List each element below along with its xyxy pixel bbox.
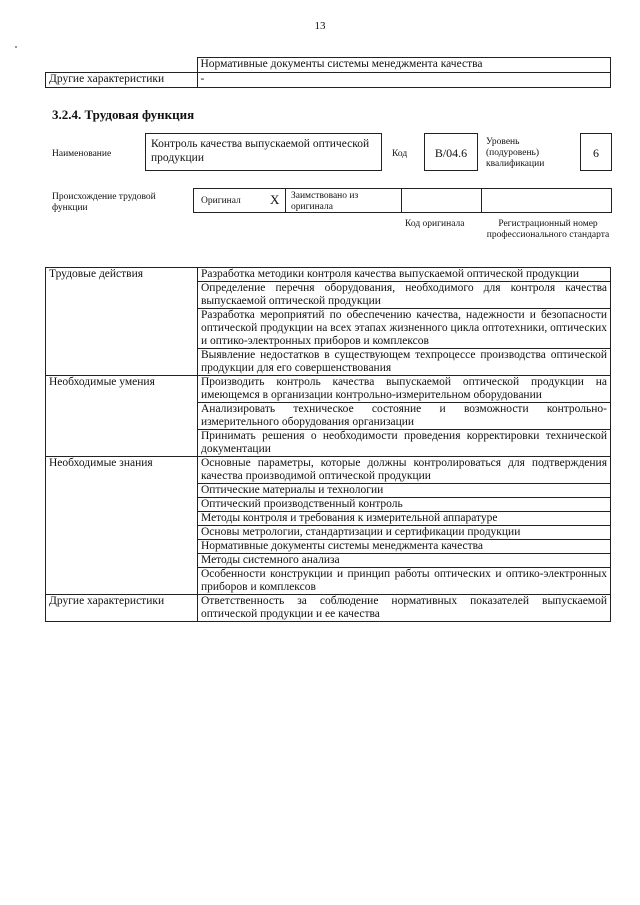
category-cell: Другие характеристики [46, 595, 198, 622]
item-cell: Принимать решения о необходимости проведения корректировки технической документации [198, 430, 611, 457]
section-heading: 3.2.4. Трудовая функция [52, 107, 195, 122]
item-cell: Методы системного анализа [198, 554, 611, 568]
continued-table [45, 57, 611, 88]
code-box: B/04.6 [424, 133, 478, 171]
item-cell: Особенности конструкции и принцип работы оптических и оптико-электронных приборов и комплексов [198, 568, 611, 595]
table-cell-left: Другие характеристики [46, 73, 198, 88]
reg-number-label: Регистрационный номер профессионального стандарта [486, 219, 610, 240]
item-cell: Анализировать техническое состояние и возможности контрольно-измерительного оборудования организации [198, 403, 611, 430]
item-cell: Разработка мероприятий по обеспечению качества, надежности и безопасности оптической продукции на всех этапах жизненного цикла оптотехники, оптических и оптико-электронных приборов и комплексов [198, 309, 611, 349]
item-cell: Выявление недостатков в существующем техпроцессе производства оптической продукции для его совершенствования [198, 349, 611, 376]
table-cell-right: - [197, 73, 611, 88]
level-box: 6 [580, 133, 612, 171]
item-cell: Оптический производственный контроль [198, 498, 611, 512]
item-cell: Разработка методики контроля качества выпускаемой оптической продукции [198, 268, 611, 282]
original-label: Оригинал [201, 196, 241, 206]
item-cell: Ответственность за соблюдение нормативных показателей выпускаемой оптической продукции и ее качества [198, 595, 611, 622]
table-row [46, 457, 611, 484]
code-label: Код [392, 149, 408, 159]
item-cell: Нормативные документы системы менеджмента качества [198, 540, 611, 554]
category-cell: Необходимые знания [46, 457, 198, 595]
code-original-label: Код оригинала [405, 219, 465, 229]
scan-speck [15, 46, 17, 48]
name-label: Наименование [52, 149, 112, 159]
origin-box [193, 188, 612, 213]
divider [481, 189, 482, 212]
category-cell: Необходимые умения [46, 376, 198, 457]
item-cell: Основы метрологии, стандартизации и сертификации продукции [198, 526, 611, 540]
table-row [46, 58, 611, 73]
divider [401, 189, 402, 212]
level-label: Уровень (подуровень) квалификации [486, 137, 545, 169]
table-row [46, 376, 611, 403]
category-cell: Трудовые действия [46, 268, 198, 376]
table-row [46, 73, 611, 88]
table-row [46, 268, 611, 282]
function-details-table [45, 267, 611, 622]
divider [285, 189, 286, 212]
item-cell: Производить контроль качества выпускаемой оптической продукции на имеющемся в организации контрольно-измерительном оборудовании [198, 376, 611, 403]
item-cell: Основные параметры, которые должны контролироваться для подтверждения качества производимой оптической продукции [198, 457, 611, 484]
table-row [46, 595, 611, 622]
table-cell-right: Нормативные документы системы менеджмента качества [197, 58, 611, 73]
original-mark: X [270, 192, 280, 207]
item-cell: Оптические материалы и технологии [198, 484, 611, 498]
item-cell: Определение перечня оборудования, необходимого для контроля качества выпускаемой оптической продукции [198, 282, 611, 309]
origin-label: Происхождение трудовой функции [52, 192, 156, 213]
borrowed-label: Заимствовано из оригинала [291, 191, 359, 212]
function-name-box: Контроль качества выпускаемой оптической продукции [145, 133, 382, 171]
table-cell-left [46, 58, 198, 73]
item-cell: Методы контроля и требования к измерительной аппаратуре [198, 512, 611, 526]
page-number: 13 [314, 20, 326, 32]
